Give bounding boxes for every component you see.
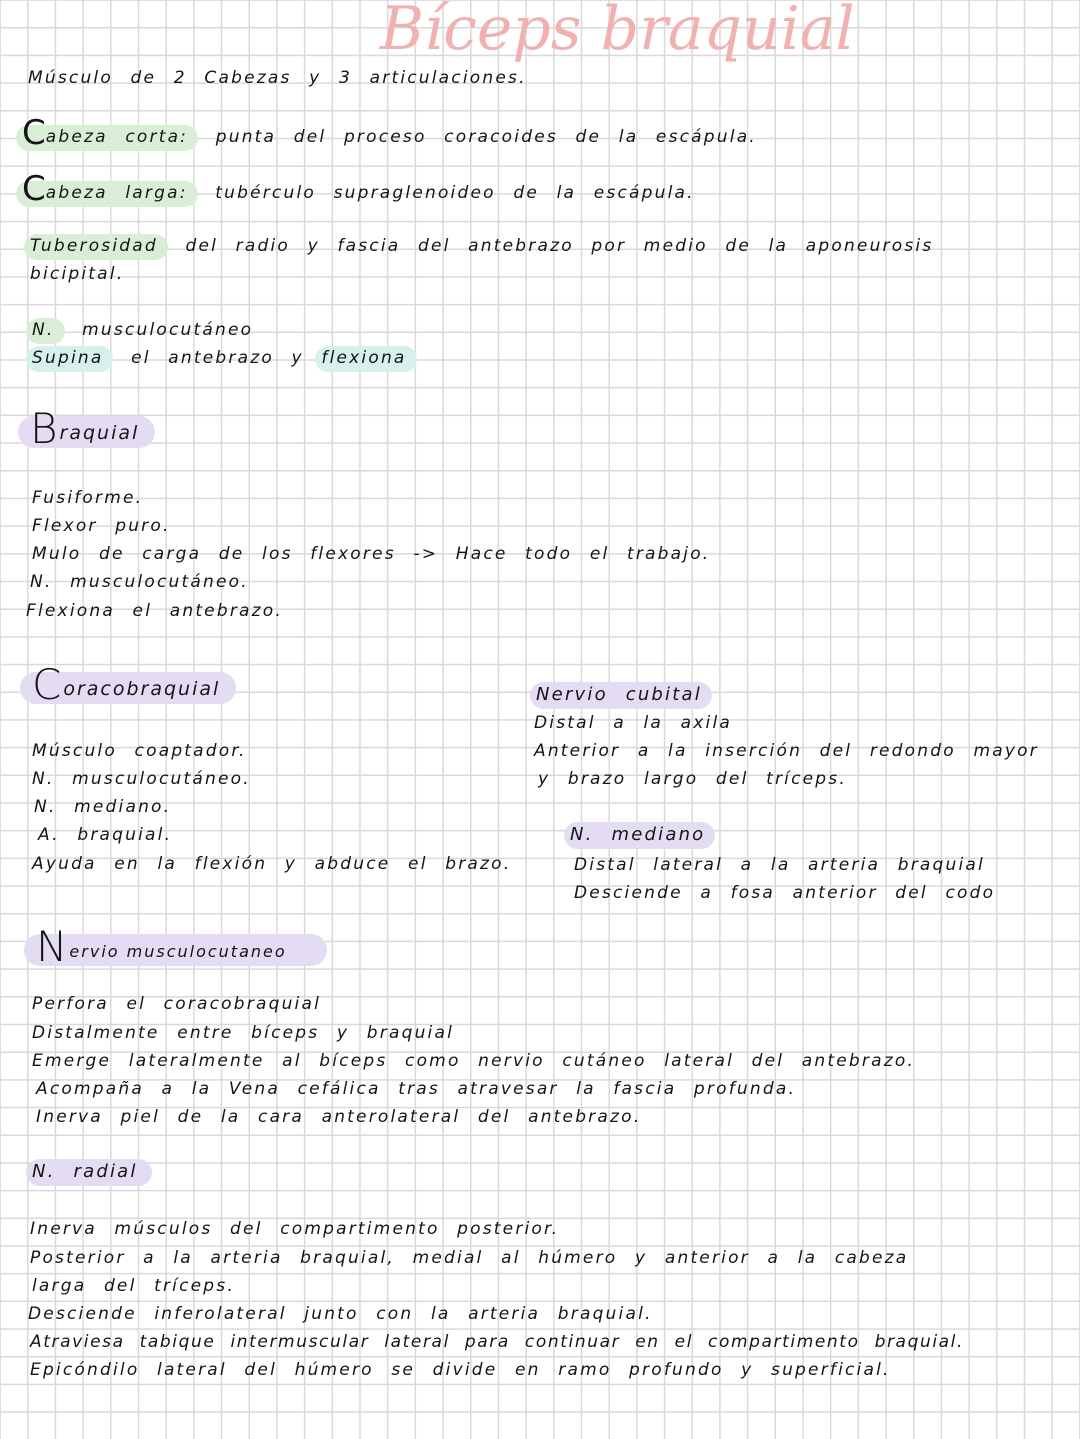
- nervio-musculocutaneo-line: Perfora el coracobraquial: [32, 994, 322, 1014]
- biceps-accion-mid: el antebrazo y: [131, 348, 304, 368]
- n-radial-line: Epicóndilo lateral del húmero se divide en ramo profundo y superficial.: [30, 1360, 891, 1380]
- nervio-musculocutaneo-line: Inerva piel de la cara anterolateral del antebrazo.: [36, 1107, 642, 1127]
- cabeza-corta-text: punta del proceso coracoides de la escápula.: [215, 127, 757, 147]
- coracobraquial-line: Músculo coaptador.: [32, 741, 247, 761]
- n-radial-line: Inerva músculos del compartimento posterior.: [30, 1219, 560, 1239]
- braquial-line: Fusiforme.: [32, 488, 144, 508]
- biceps-accion-label: Supina: [26, 346, 113, 372]
- n-radial-heading: N. radial: [32, 1161, 152, 1182]
- cabeza-corta-label: Cabeza corta:: [16, 125, 198, 151]
- nervio-musculocutaneo-heading: Nervio musculocutaneo: [34, 922, 327, 971]
- braquial-line: Flexiona el antebrazo.: [26, 601, 283, 621]
- n-mediano-line: Distal lateral a la arteria braquial: [574, 855, 985, 875]
- biceps-intro: Músculo de 2 Cabezas y 3 articulaciones.: [28, 68, 527, 88]
- insercion-line: [30, 236, 933, 256]
- biceps-nervio-line: [32, 320, 253, 340]
- braquial-heading: Braquial: [28, 404, 155, 453]
- biceps-nervio-text: musculocutáneo: [82, 320, 254, 340]
- nervio-musculocutaneo-line: Distalmente entre bíceps y braquial: [32, 1023, 455, 1043]
- cabeza-larga-text: tubérculo supraglenoideo de la escápula.: [215, 183, 695, 203]
- nervio-musculocutaneo-line: Emerge lateralmente al bíceps como nervio cutáneo lateral del antebrazo.: [32, 1051, 916, 1071]
- biceps-nervio-label: N.: [26, 318, 65, 344]
- coracobraquial-line: N. mediano.: [34, 797, 172, 817]
- insercion-text: del radio y fascia del antebrazo por medio de la aponeurosis: [185, 236, 934, 256]
- n-radial-line: Atraviesa tabique intermuscular lateral para continuar en el compartimento braquial.: [30, 1332, 965, 1352]
- biceps-accion-line: [32, 348, 417, 368]
- braquial-line: Mulo de carga de los flexores -> Hace todo el trabajo.: [32, 544, 711, 564]
- n-radial-line: Desciende inferolateral junto con la arteria braquial.: [28, 1304, 653, 1324]
- n-radial-line: Posterior a la arteria braquial, medial al húmero y anterior a la cabeza: [30, 1248, 909, 1268]
- cabeza-larga-label: Cabeza larga:: [16, 181, 198, 207]
- coracobraquial-line: A. braquial.: [38, 825, 173, 845]
- cabeza-larga-line: [22, 169, 695, 209]
- page-title: Bíceps braquial: [380, 0, 855, 64]
- nervio-cubital-line: Distal a la axila: [534, 713, 732, 733]
- braquial-line: N. musculocutáneo.: [30, 572, 249, 592]
- n-mediano-heading: N. mediano: [570, 824, 715, 845]
- cabeza-corta-line: [22, 113, 757, 153]
- n-mediano-line: Desciende a fosa anterior del codo: [574, 883, 996, 903]
- biceps-accion-label-2: flexiona: [315, 346, 416, 372]
- n-radial-line: larga del tríceps.: [32, 1276, 235, 1296]
- nervio-cubital-line: y brazo largo del tríceps.: [538, 769, 847, 789]
- insercion-label: Tuberosidad: [24, 234, 168, 260]
- nervio-cubital-heading: Nervio cubital: [536, 684, 712, 705]
- nervio-musculocutaneo-line: Acompaña a la Vena cefálica tras atravesar la fascia profunda.: [36, 1079, 797, 1099]
- coracobraquial-line: Ayuda en la flexión y abduce el brazo.: [32, 854, 512, 874]
- coracobraquial-heading: Coracobraquial: [30, 660, 236, 709]
- coracobraquial-line: N. musculocutáneo.: [32, 769, 251, 789]
- braquial-line: Flexor puro.: [32, 516, 171, 536]
- insercion-line-2: bicipital.: [30, 264, 125, 284]
- nervio-cubital-line: Anterior a la inserción del redondo mayor: [534, 741, 1039, 761]
